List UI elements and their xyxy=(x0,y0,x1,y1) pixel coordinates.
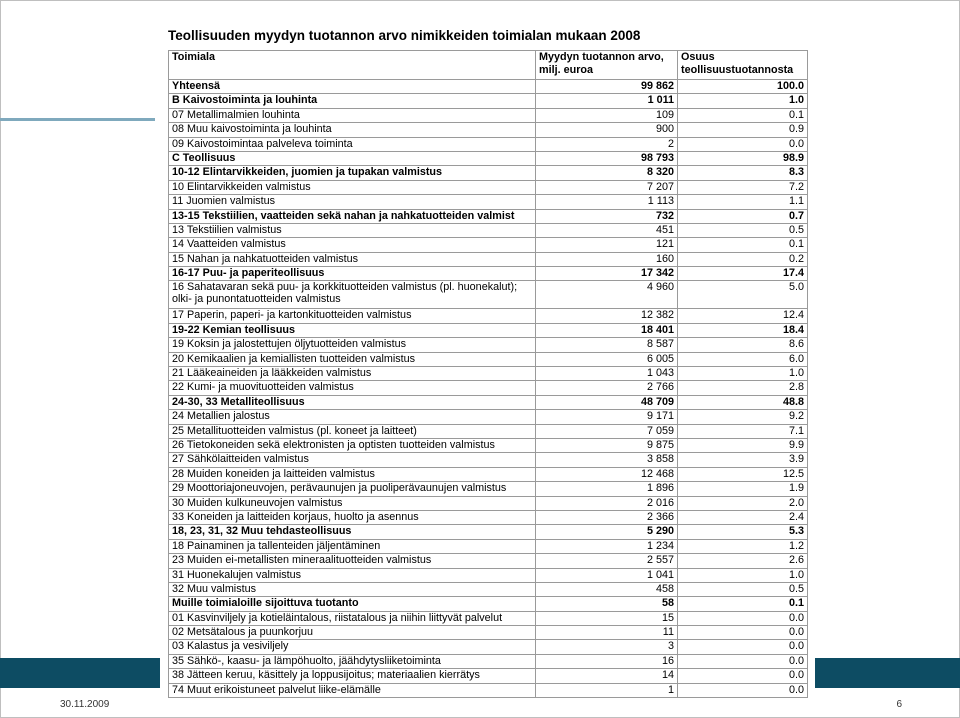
row-name-cell: 24-30, 33 Metalliteollisuus xyxy=(169,395,536,409)
row-share-cell: 0.0 xyxy=(678,683,808,697)
row-name-cell: 02 Metsätalous ja puunkorjuu xyxy=(169,626,536,640)
row-name-cell: 07 Metallimalmien louhinta xyxy=(169,108,536,122)
row-name-cell: 19 Koksin ja jalostettujen öljytuotteiden valmistus xyxy=(169,338,536,352)
accent-rule xyxy=(0,118,155,121)
row-value-cell: 2 557 xyxy=(536,554,678,568)
row-value-cell: 14 xyxy=(536,669,678,683)
row-share-cell: 8.6 xyxy=(678,338,808,352)
row-value-cell: 2 766 xyxy=(536,381,678,395)
row-share-cell: 7.1 xyxy=(678,424,808,438)
row-share-cell: 12.4 xyxy=(678,309,808,323)
footer-band-right xyxy=(815,658,960,688)
row-value-cell: 17 342 xyxy=(536,267,678,281)
row-share-cell: 0.5 xyxy=(678,582,808,596)
row-share-cell: 98.9 xyxy=(678,151,808,165)
row-name-cell: 17 Paperin, paperi- ja kartonkituotteiden valmistus xyxy=(169,309,536,323)
row-name-cell: 74 Muut erikoistuneet palvelut liike-elämälle xyxy=(169,683,536,697)
row-name-cell: 13-15 Tekstiilien, vaatteiden sekä nahan ja nahkatuotteiden valmist xyxy=(169,209,536,223)
row-name-cell: 21 Lääkeaineiden ja lääkkeiden valmistus xyxy=(169,367,536,381)
row-value-cell: 2 xyxy=(536,137,678,151)
table-row xyxy=(169,669,808,683)
row-share-cell: 18.4 xyxy=(678,323,808,337)
row-name-cell: 23 Muiden ei-metallisten mineraalituotteiden valmistus xyxy=(169,554,536,568)
row-share-cell: 17.4 xyxy=(678,267,808,281)
row-value-cell: 1 113 xyxy=(536,195,678,209)
row-share-cell: 1.0 xyxy=(678,367,808,381)
row-name-cell: 09 Kaivostoimintaa palveleva toiminta xyxy=(169,137,536,151)
row-name-cell: 19-22 Kemian teollisuus xyxy=(169,323,536,337)
row-share-cell: 0.0 xyxy=(678,137,808,151)
table-row xyxy=(169,582,808,596)
table-row xyxy=(169,381,808,395)
table-row xyxy=(169,597,808,611)
row-share-cell: 0.2 xyxy=(678,252,808,266)
table-row xyxy=(169,223,808,237)
table-row xyxy=(169,195,808,209)
table-row xyxy=(169,467,808,481)
table-header-row xyxy=(169,51,808,80)
row-share-cell: 5.0 xyxy=(678,281,808,309)
row-value-cell: 3 858 xyxy=(536,453,678,467)
row-name-cell: 18, 23, 31, 32 Muu tehdasteollisuus xyxy=(169,525,536,539)
row-share-cell: 0.1 xyxy=(678,238,808,252)
row-value-cell: 7 059 xyxy=(536,424,678,438)
table-row xyxy=(169,367,808,381)
row-name-cell: 28 Muiden koneiden ja laitteiden valmistus xyxy=(169,467,536,481)
row-name-cell: 33 Koneiden ja laitteiden korjaus, huolto ja asennus xyxy=(169,510,536,524)
row-value-cell: 900 xyxy=(536,123,678,137)
table-row xyxy=(169,180,808,194)
row-name-cell: 20 Kemikaalien ja kemiallisten tuotteiden valmistus xyxy=(169,352,536,366)
row-value-cell: 15 xyxy=(536,611,678,625)
row-name-cell: 32 Muu valmistus xyxy=(169,582,536,596)
row-value-cell: 99 862 xyxy=(536,80,678,94)
table-row xyxy=(169,238,808,252)
row-share-cell: 9.2 xyxy=(678,410,808,424)
row-name-cell: 38 Jätteen keruu, käsittely ja loppusijoitus; materiaalien kierrätys xyxy=(169,669,536,683)
row-value-cell: 2 366 xyxy=(536,510,678,524)
row-share-cell: 1.2 xyxy=(678,539,808,553)
row-value-cell: 160 xyxy=(536,252,678,266)
row-name-cell: 15 Nahan ja nahkatuotteiden valmistus xyxy=(169,252,536,266)
row-name-cell: 24 Metallien jalostus xyxy=(169,410,536,424)
row-name-cell: 22 Kumi- ja muovituotteiden valmistus xyxy=(169,381,536,395)
row-share-cell: 2.6 xyxy=(678,554,808,568)
row-share-cell: 5.3 xyxy=(678,525,808,539)
table-row xyxy=(169,323,808,337)
row-share-cell: 3.9 xyxy=(678,453,808,467)
row-value-cell: 48 709 xyxy=(536,395,678,409)
table-row xyxy=(169,424,808,438)
row-name-cell: Muille toimialoille sijoittuva tuotanto xyxy=(169,597,536,611)
row-name-cell: 03 Kalastus ja vesiviljely xyxy=(169,640,536,654)
row-share-cell: 9.9 xyxy=(678,438,808,452)
row-name-cell: 31 Huonekalujen valmistus xyxy=(169,568,536,582)
table-row xyxy=(169,525,808,539)
page-number: 6 xyxy=(896,699,902,710)
row-name-cell: 14 Vaatteiden valmistus xyxy=(169,238,536,252)
row-value-cell: 58 xyxy=(536,597,678,611)
row-value-cell: 1 043 xyxy=(536,367,678,381)
row-name-cell: Yhteensä xyxy=(169,80,536,94)
row-share-cell: 0.0 xyxy=(678,669,808,683)
table-row xyxy=(169,611,808,625)
row-share-cell: 8.3 xyxy=(678,166,808,180)
table-body xyxy=(169,80,808,698)
row-share-cell: 12.5 xyxy=(678,467,808,481)
row-value-cell: 8 587 xyxy=(536,338,678,352)
table-row xyxy=(169,438,808,452)
row-share-cell: 1.0 xyxy=(678,94,808,108)
row-name-cell: 25 Metallituotteiden valmistus (pl. koneet ja laitteet) xyxy=(169,424,536,438)
row-value-cell: 5 290 xyxy=(536,525,678,539)
row-name-cell: 16-17 Puu- ja paperiteollisuus xyxy=(169,267,536,281)
row-value-cell: 12 382 xyxy=(536,309,678,323)
row-name-cell: 18 Painaminen ja tallenteiden jäljentäminen xyxy=(169,539,536,553)
table-row xyxy=(169,496,808,510)
row-share-cell: 2.8 xyxy=(678,381,808,395)
row-value-cell: 451 xyxy=(536,223,678,237)
row-value-cell: 732 xyxy=(536,209,678,223)
table-row xyxy=(169,395,808,409)
table-row xyxy=(169,482,808,496)
table-row xyxy=(169,510,808,524)
row-share-cell: 0.0 xyxy=(678,626,808,640)
row-name-cell: 13 Tekstiilien valmistus xyxy=(169,223,536,237)
row-share-cell: 0.0 xyxy=(678,611,808,625)
row-name-cell: 08 Muu kaivostoiminta ja louhinta xyxy=(169,123,536,137)
table-row xyxy=(169,640,808,654)
table-row xyxy=(169,410,808,424)
header-value: Myydyn tuotannon arvo, milj. euroa xyxy=(536,51,678,80)
row-name-cell: 30 Muiden kulkuneuvojen valmistus xyxy=(169,496,536,510)
row-name-cell: 29 Moottoriajoneuvojen, perävaunujen ja puoliperävaunujen valmistus xyxy=(169,482,536,496)
row-value-cell: 18 401 xyxy=(536,323,678,337)
row-value-cell: 9 875 xyxy=(536,438,678,452)
table-row xyxy=(169,123,808,137)
row-share-cell: 6.0 xyxy=(678,352,808,366)
table-row xyxy=(169,267,808,281)
table-row xyxy=(169,94,808,108)
table-row xyxy=(169,654,808,668)
row-share-cell: 100.0 xyxy=(678,80,808,94)
table-row xyxy=(169,683,808,697)
table-row xyxy=(169,80,808,94)
header-share: Osuus teollisuustuotannosta xyxy=(678,51,808,80)
row-value-cell: 121 xyxy=(536,238,678,252)
row-value-cell: 8 320 xyxy=(536,166,678,180)
table-row xyxy=(169,539,808,553)
row-value-cell: 2 016 xyxy=(536,496,678,510)
row-value-cell: 98 793 xyxy=(536,151,678,165)
row-name-cell: C Teollisuus xyxy=(169,151,536,165)
table-row xyxy=(169,151,808,165)
row-value-cell: 109 xyxy=(536,108,678,122)
header-toimiala: Toimiala xyxy=(169,51,536,80)
row-share-cell: 7.2 xyxy=(678,180,808,194)
row-value-cell: 3 xyxy=(536,640,678,654)
table-row xyxy=(169,309,808,323)
row-value-cell: 6 005 xyxy=(536,352,678,366)
row-name-cell: 10 Elintarvikkeiden valmistus xyxy=(169,180,536,194)
row-share-cell: 0.1 xyxy=(678,597,808,611)
row-name-cell: 11 Juomien valmistus xyxy=(169,195,536,209)
data-table-container xyxy=(168,50,807,698)
row-share-cell: 1.0 xyxy=(678,568,808,582)
row-name-cell: 16 Sahatavaran sekä puu- ja korkkituotteiden valmistus (pl. huonekalut); olki- ja punontatuotteiden valmistus xyxy=(169,281,536,309)
row-share-cell: 0.5 xyxy=(678,223,808,237)
table-title: Teollisuuden myydyn tuotannon arvo nimikkeiden toimialan mukaan 2008 xyxy=(168,28,641,43)
row-value-cell: 7 207 xyxy=(536,180,678,194)
row-share-cell: 48.8 xyxy=(678,395,808,409)
row-share-cell: 2.0 xyxy=(678,496,808,510)
row-value-cell: 12 468 xyxy=(536,467,678,481)
table-row xyxy=(169,166,808,180)
row-value-cell: 1 234 xyxy=(536,539,678,553)
table-row xyxy=(169,554,808,568)
table-row xyxy=(169,338,808,352)
table-row xyxy=(169,252,808,266)
row-value-cell: 4 960 xyxy=(536,281,678,309)
table-row xyxy=(169,352,808,366)
row-share-cell: 1.9 xyxy=(678,482,808,496)
row-value-cell: 1 xyxy=(536,683,678,697)
row-name-cell: 35 Sähkö-, kaasu- ja lämpöhuolto, jäähdytysliiketoiminta xyxy=(169,654,536,668)
row-name-cell: 27 Sähkölaitteiden valmistus xyxy=(169,453,536,467)
row-value-cell: 1 041 xyxy=(536,568,678,582)
row-value-cell: 16 xyxy=(536,654,678,668)
row-name-cell: 10-12 Elintarvikkeiden, juomien ja tupakan valmistus xyxy=(169,166,536,180)
table-row xyxy=(169,209,808,223)
row-share-cell: 0.1 xyxy=(678,108,808,122)
row-name-cell: 01 Kasvinviljely ja kotieläintalous, riistatalous ja niihin liittyvät palvelut xyxy=(169,611,536,625)
row-value-cell: 9 171 xyxy=(536,410,678,424)
row-share-cell: 0.0 xyxy=(678,640,808,654)
row-share-cell: 0.9 xyxy=(678,123,808,137)
table-row xyxy=(169,108,808,122)
table-row xyxy=(169,453,808,467)
row-name-cell: 26 Tietokoneiden sekä elektronisten ja optisten tuotteiden valmistus xyxy=(169,438,536,452)
industry-table xyxy=(168,50,808,698)
table-row xyxy=(169,568,808,582)
table-row xyxy=(169,281,808,309)
footer-date: 30.11.2009 xyxy=(60,699,110,710)
row-name-cell: B Kaivostoiminta ja louhinta xyxy=(169,94,536,108)
footer-band-left xyxy=(0,658,160,688)
row-share-cell: 0.0 xyxy=(678,654,808,668)
row-value-cell: 458 xyxy=(536,582,678,596)
table-row xyxy=(169,626,808,640)
row-value-cell: 1 011 xyxy=(536,94,678,108)
row-value-cell: 1 896 xyxy=(536,482,678,496)
row-share-cell: 2.4 xyxy=(678,510,808,524)
row-value-cell: 11 xyxy=(536,626,678,640)
row-share-cell: 0.7 xyxy=(678,209,808,223)
table-row xyxy=(169,137,808,151)
row-share-cell: 1.1 xyxy=(678,195,808,209)
